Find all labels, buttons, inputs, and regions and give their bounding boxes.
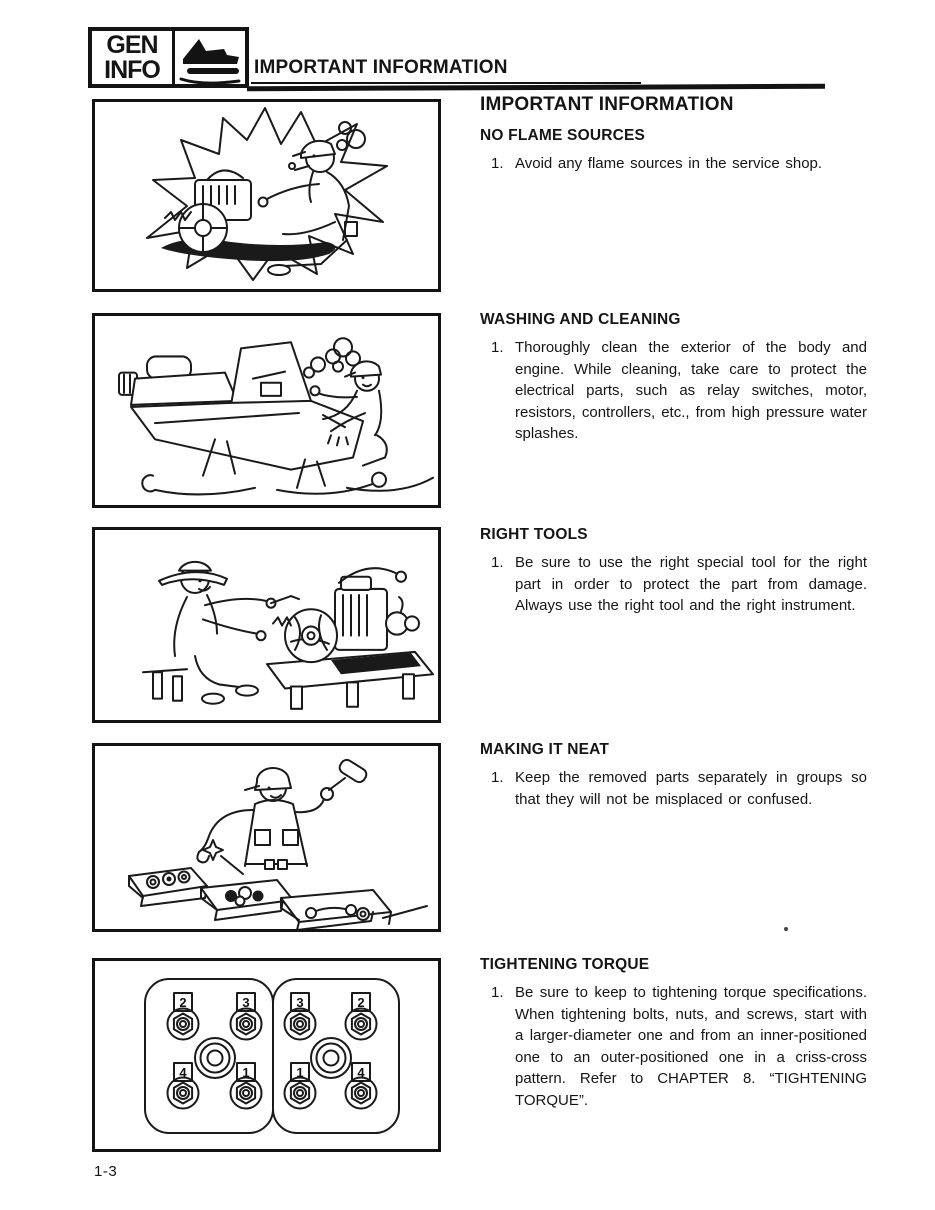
snowmobile-icon xyxy=(175,31,245,84)
header-rule-thin xyxy=(251,82,641,84)
list-item-text: Be sure to use the right special tool for the right part in order to protect the part from damage. Always use the right tool and the right instrument. xyxy=(515,554,867,614)
figure-making-it-neat xyxy=(92,743,441,932)
scan-artifact-dot xyxy=(784,927,788,931)
page-header-title: IMPORTANT INFORMATION xyxy=(254,57,508,78)
list-item-text: Be sure to keep to tightening torque specifications. When tightening bolts, nuts, and screws, start with a larger-diameter one and from an inner-positioned one to an outer-positioned one in a criss-cross pattern. Refer to CHAPTER 8. “TIGHTENING TORQUE”. xyxy=(515,984,867,1109)
torque-seq-right-bl: 1 xyxy=(296,1065,304,1080)
list-item-marker: 1. xyxy=(491,984,504,1001)
list-item xyxy=(480,767,867,810)
figure-tightening-torque xyxy=(92,958,441,1152)
list-item-marker: 1. xyxy=(491,554,504,571)
torque-seq-left-tr: 3 xyxy=(242,995,250,1010)
list-item-marker: 1. xyxy=(491,769,504,786)
chapter-badge-label xyxy=(92,31,175,84)
section-heading: NO FLAME SOURCES xyxy=(480,127,646,144)
mechanic-washing-snowmobile-illustration xyxy=(95,316,438,505)
chapter-badge xyxy=(88,27,249,88)
badge-line2: INFO xyxy=(104,55,160,84)
section-heading: TIGHTENING TORQUE xyxy=(480,956,650,973)
torque-seq-right-br: 4 xyxy=(357,1065,365,1080)
header-rule-thick xyxy=(247,84,825,92)
torque-seq-left-br: 1 xyxy=(242,1065,250,1080)
section-heading: WASHING AND CLEANING xyxy=(480,311,681,328)
list-item xyxy=(480,153,867,175)
figure-washing-and-cleaning xyxy=(92,313,441,508)
torque-seq-left-tl: 2 xyxy=(179,995,187,1010)
smoking-mechanic-hazard-illustration xyxy=(95,102,438,289)
list-item xyxy=(480,982,867,1111)
torque-seq-right-tr: 2 xyxy=(357,995,365,1010)
section-right-tools xyxy=(480,526,867,617)
list-item xyxy=(480,337,867,445)
section-no-flame-sources xyxy=(480,127,867,175)
list-item-text: Thoroughly clean the exterior of the body and engine. While cleaning, take care to protect the electrical parts, such as relay switches, motor, resistors, controllers, etc., from high pressure water splashes. xyxy=(515,339,867,442)
page-number: 1-3 xyxy=(94,1163,118,1180)
torque-seq-right-tl: 3 xyxy=(296,995,304,1010)
figure-no-flame-sources xyxy=(92,99,441,292)
section-heading: MAKING IT NEAT xyxy=(480,741,610,758)
mechanic-sorting-parts-trays-illustration xyxy=(95,746,438,929)
list-item-text: Avoid any flame sources in the service shop. xyxy=(515,155,823,172)
criss-cross-tightening-sequence-diagram xyxy=(95,961,438,1149)
list-item-marker: 1. xyxy=(491,155,504,172)
list-item-marker: 1. xyxy=(491,339,504,356)
section-making-it-neat xyxy=(480,741,867,810)
badge-line1: GEN xyxy=(106,30,158,59)
page-title: IMPORTANT INFORMATION xyxy=(480,94,734,115)
torque-seq-left-bl: 4 xyxy=(179,1065,187,1080)
section-heading: RIGHT TOOLS xyxy=(480,526,588,543)
figure-right-tools xyxy=(92,527,441,723)
section-washing-and-cleaning xyxy=(480,311,867,445)
section-tightening-torque xyxy=(480,956,867,1111)
list-item xyxy=(480,552,867,617)
mechanic-with-tools-engine-illustration xyxy=(95,530,438,720)
list-item-text: Keep the removed parts separately in groups so that they will not be misplaced or confused. xyxy=(515,769,867,808)
